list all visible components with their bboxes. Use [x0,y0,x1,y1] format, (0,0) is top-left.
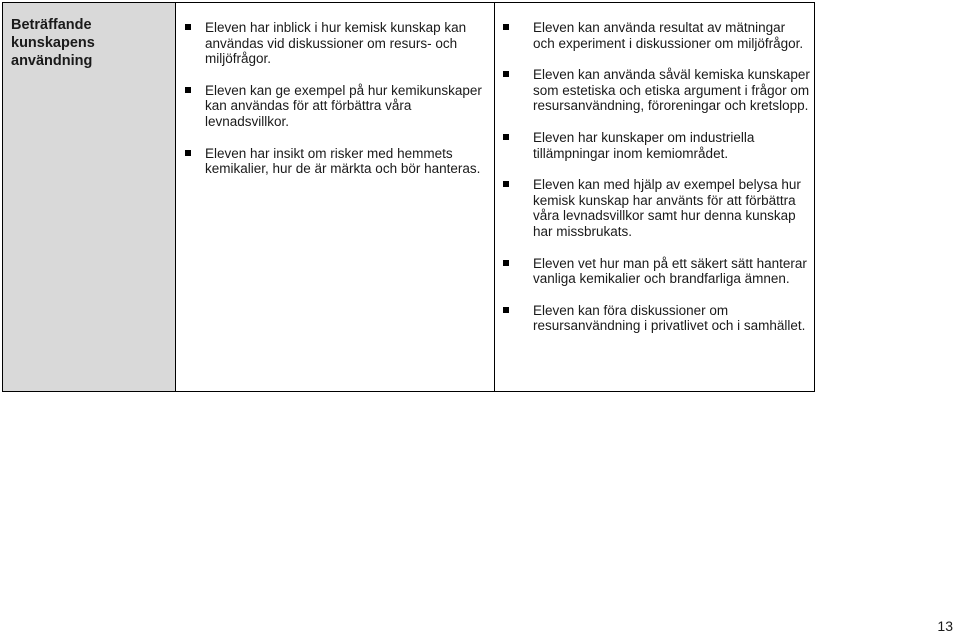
row-heading-cell [3,3,176,391]
list-item: Eleven har insikt om risker med hemmets kemikalier, hur de är märkta och bör hanteras. [205,146,486,177]
criteria-column-g [176,3,495,391]
list-item: Eleven kan med hjälp av exempel belysa hur kemisk kunskap har använts för att förbättra våra levnadsvillkor samt hur denna kunskap har missbrukats. [533,177,810,239]
list-item: Eleven kan föra diskussioner om resursanvändning i privatlivet och i samhället. [533,303,810,334]
square-bullet-icon [503,134,509,140]
list-item: Eleven har inblick i hur kemisk kunskap kan användas vid diskussioner om resurs- och miljöfrågor. [205,20,486,67]
criteria-table [2,2,815,392]
square-bullet-icon [503,307,509,313]
square-bullet-icon [185,24,191,30]
square-bullet-icon [503,71,509,77]
criteria-column-vg [495,3,814,391]
list-item: Eleven har kunskaper om industriella tillämpningar inom kemiområdet. [533,130,810,161]
square-bullet-icon [503,24,509,30]
list-item: Eleven kan använda resultat av mätningar och experiment i diskussioner om miljöfrågor. [533,20,810,51]
square-bullet-icon [503,181,509,187]
list-item: Eleven vet hur man på ett säkert sätt hanterar vanliga kemikalier och brandfarliga ämnen. [533,256,810,287]
row-heading: Beträffande kunskapens användning [11,17,95,69]
list-item: Eleven kan använda såväl kemiska kunskaper som estetiska och etiska argument i frågor om resursanvändning, föroreningar och kretslopp. [533,67,810,114]
square-bullet-icon [185,87,191,93]
square-bullet-icon [503,260,509,266]
list-item: Eleven kan ge exempel på hur kemikunskaper kan användas för att förbättra våra levnadsvillkor. [205,83,486,130]
page-number: 13 [937,618,953,634]
square-bullet-icon [185,150,191,156]
